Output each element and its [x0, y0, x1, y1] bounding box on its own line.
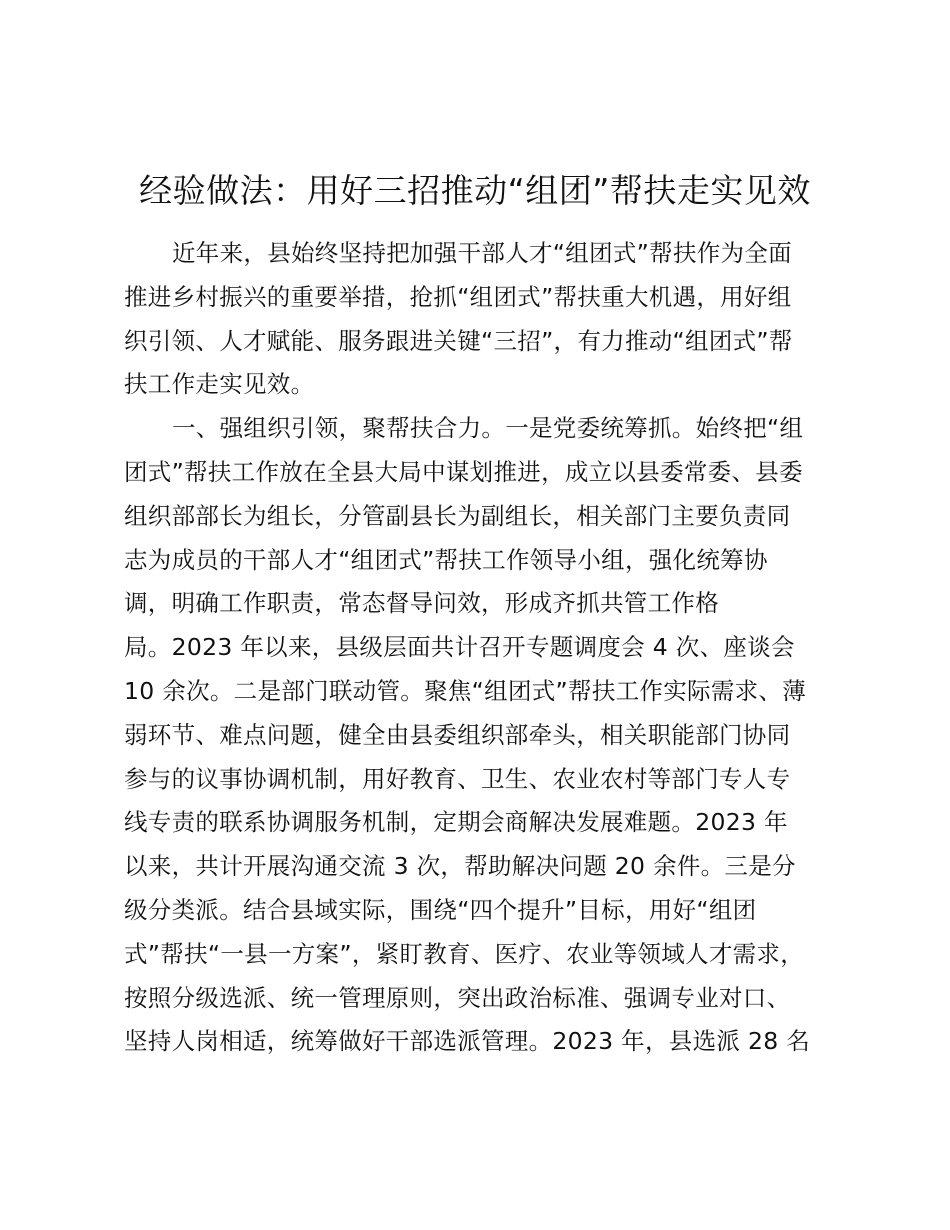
paragraph-line: 局。2023 年以来，县级层面共计召开专题调度会 4 次、座谈会	[124, 633, 795, 662]
paragraph-line: 组织部部长为组长，分管副县长为副组长，相关部门主要负责同	[124, 501, 791, 530]
paragraph-line: 近年来，县始终坚持把加强干部人才“组团式”帮扶作为全面	[172, 239, 792, 267]
paragraph-line: 团式”帮扶工作放在全县大局中谋划推进，成立以县委常委、县委	[124, 457, 803, 486]
paragraph-line: 10 余次。二是部门联动管。聚焦“组团式”帮扶工作实际需求、薄	[124, 676, 807, 705]
paragraph-line: 式”帮扶“一县一方案”，紧盯教育、医疗、农业等领域人才需求，	[124, 939, 805, 968]
paragraph-line: 坚持人岗相适，统筹做好干部选派管理。2023 年，县选派 28 名	[124, 1027, 811, 1056]
paragraph-line: 级分类派。结合县域实际，围绕“四个提升”目标，用好“组团	[124, 895, 757, 924]
paragraph-line: 以来，共计开展沟通交流 3 次，帮助解决问题 20 余件。三是分	[124, 852, 796, 881]
paragraph-line: 织引领、人才赋能、服务跟进关键“三招”，有力推动“组团式”帮	[124, 326, 793, 355]
paragraph-line: 调，明确工作职责，常态督导问效，形成齐抓共管工作格	[124, 589, 719, 618]
document-body	[124, 232, 834, 1064]
paragraph-line: 一、强组织引领，聚帮扶合力。一是党委统筹抓。始终把“组	[172, 414, 804, 443]
paragraph-line: 志为成员的干部人才“组团式”帮扶工作领导小组，强化统筹协	[124, 545, 768, 574]
paragraph-line: 按照分级选派、统一管理原则，突出政治标准、强调专业对口、	[124, 983, 791, 1012]
paragraph-line: 扶工作走实见效。	[124, 370, 315, 399]
paragraph-line: 参与的议事协调机制，用好教育、卫生、农业农村等部门专人专	[124, 764, 791, 793]
paragraph-line: 推进乡村振兴的重要举措，抢抓“组团式”帮扶重大机遇，用好组	[124, 282, 792, 311]
paragraph-line: 弱环节、难点问题，健全由县委组织部牵头，相关职能部门协同	[124, 720, 791, 749]
document-title: 经验做法：用好三招推动“组团”帮扶走实见效	[139, 171, 811, 210]
paragraph-line: 线专责的联系协调服务机制，定期会商解决发展难题。2023 年	[124, 808, 788, 837]
